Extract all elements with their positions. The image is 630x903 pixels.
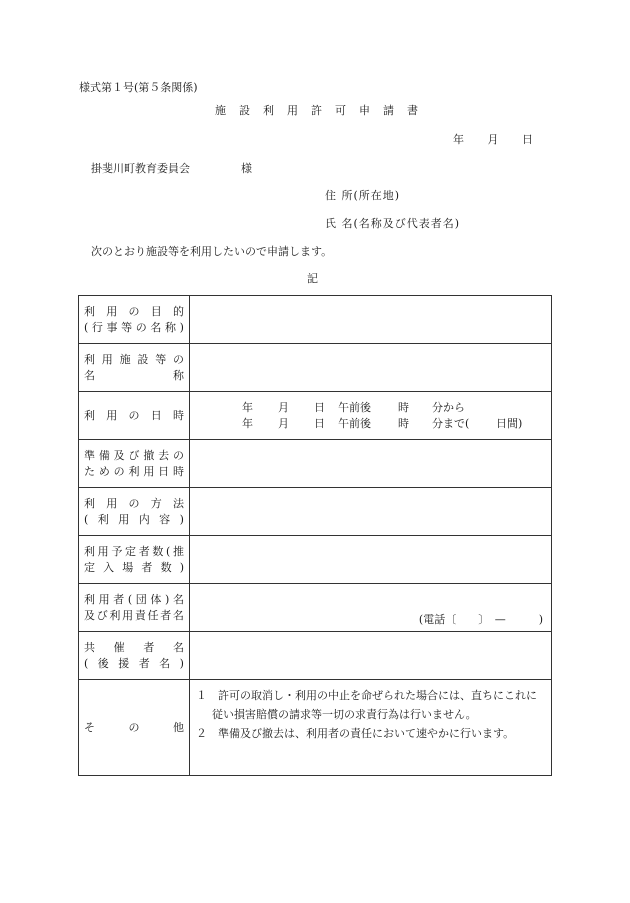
row-setup (79, 440, 552, 488)
row-other (79, 680, 552, 776)
facility-field[interactable] (190, 344, 552, 392)
label-line: 利 用 の 方 法 (84, 496, 184, 510)
sched-hour: 時 (398, 400, 409, 414)
label-line: 共 催 者 名 (84, 640, 184, 654)
applicant-address-label: 住 所(所在地) (325, 189, 401, 202)
note-2: ２ 準備及び撤去は、利用者の責任において速やかに行います。 (196, 727, 515, 740)
label-line: 利 用 施 設 等 の (84, 352, 184, 366)
row-label (84, 304, 184, 336)
ki-marker: 記 (307, 272, 318, 285)
label-cell (79, 344, 190, 392)
user-field[interactable] (190, 584, 552, 632)
label-line: た め の 利 用 日 時 (84, 464, 184, 478)
sched-days: 日間) (496, 416, 523, 430)
row-datetime (79, 392, 552, 440)
row-label (84, 720, 184, 736)
phone-line: (電話〔 〕 — ) (418, 613, 543, 626)
label-line: 及 び 利 用 責 任 者 名 (84, 608, 184, 622)
document-title: 施設利用許可申請書 (215, 104, 431, 117)
sched-ampm: 午前後 (338, 416, 371, 430)
label-cell (79, 536, 190, 584)
row-label (84, 592, 184, 624)
sched-month: 月 (278, 400, 289, 414)
label-line: 定 入 場 者 数 ) (84, 560, 184, 574)
sched-ampm: 午前後 (338, 400, 371, 414)
other-field (190, 680, 552, 776)
label-line: ( 後 援 者 名 ) (84, 656, 184, 670)
method-field[interactable] (190, 488, 552, 536)
row-purpose (79, 296, 552, 344)
applicant-name-label: 氏 名(名称及び代表者名) (325, 217, 461, 230)
row-label (84, 640, 184, 672)
label-line: ( 利 用 内 容 ) (84, 512, 184, 526)
sched-day: 日 (314, 400, 325, 414)
label-cell (79, 584, 190, 632)
cosponsor-field[interactable] (190, 632, 552, 680)
date-line: 年 月 日 (453, 133, 533, 146)
label-cell (79, 680, 190, 776)
label-line: 利 用 予 定 者 数 ( 推 (84, 544, 184, 558)
schedule-line-to (242, 416, 551, 432)
row-facility (79, 344, 552, 392)
sched-minute-from: 分から (432, 400, 465, 414)
addressee: 掛斐川町教育委員会 (91, 162, 190, 175)
attendance-field[interactable] (190, 536, 552, 584)
sched-year: 年 (242, 416, 253, 430)
label-line: ( 行 事 等 の 名 称 ) (84, 320, 184, 334)
label-line: 利 用 の 目 的 (84, 304, 184, 318)
honorific: 様 (241, 162, 252, 175)
schedule-block (190, 400, 551, 432)
label-cell (79, 440, 190, 488)
sched-hour: 時 (398, 416, 409, 430)
datetime-field[interactable] (190, 392, 552, 440)
sched-month: 月 (278, 416, 289, 430)
application-form-table (78, 295, 552, 776)
row-label (84, 448, 184, 480)
row-label (84, 496, 184, 528)
label-line: 準 備 及 び 撤 去 の (84, 448, 184, 462)
note-1-line-1: １ 許可の取消し・利用の中止を命ぜられた場合には、直ちにこれに (196, 689, 537, 702)
row-attendance (79, 536, 552, 584)
label-line: 利 用 者 ( 団 体 ) 名 (84, 592, 184, 606)
row-label (84, 408, 184, 424)
sched-minute-to: 分まで( (432, 416, 470, 430)
purpose-field[interactable] (190, 296, 552, 344)
row-method (79, 488, 552, 536)
intro-text: 次のとおり施設等を利用したいので申請します。 (91, 245, 333, 258)
row-cosponsor (79, 632, 552, 680)
row-label (84, 352, 184, 384)
label-cell (79, 632, 190, 680)
row-label (84, 544, 184, 576)
label-line: そ の 他 (84, 720, 184, 734)
sched-day: 日 (314, 416, 325, 430)
label-line: 名 称 (84, 368, 184, 382)
note-1-line-2: 従い損害賠償の請求等一切の求責行為は行いません。 (212, 708, 477, 721)
schedule-line-from (242, 400, 551, 416)
setup-field[interactable] (190, 440, 552, 488)
label-cell (79, 296, 190, 344)
notes-block (190, 680, 551, 743)
label-cell (79, 392, 190, 440)
sched-year: 年 (242, 400, 253, 414)
row-user (79, 584, 552, 632)
label-line: 利 用 の 日 時 (84, 408, 184, 422)
form-number: 様式第１号(第５条関係) (79, 81, 198, 94)
label-cell (79, 488, 190, 536)
